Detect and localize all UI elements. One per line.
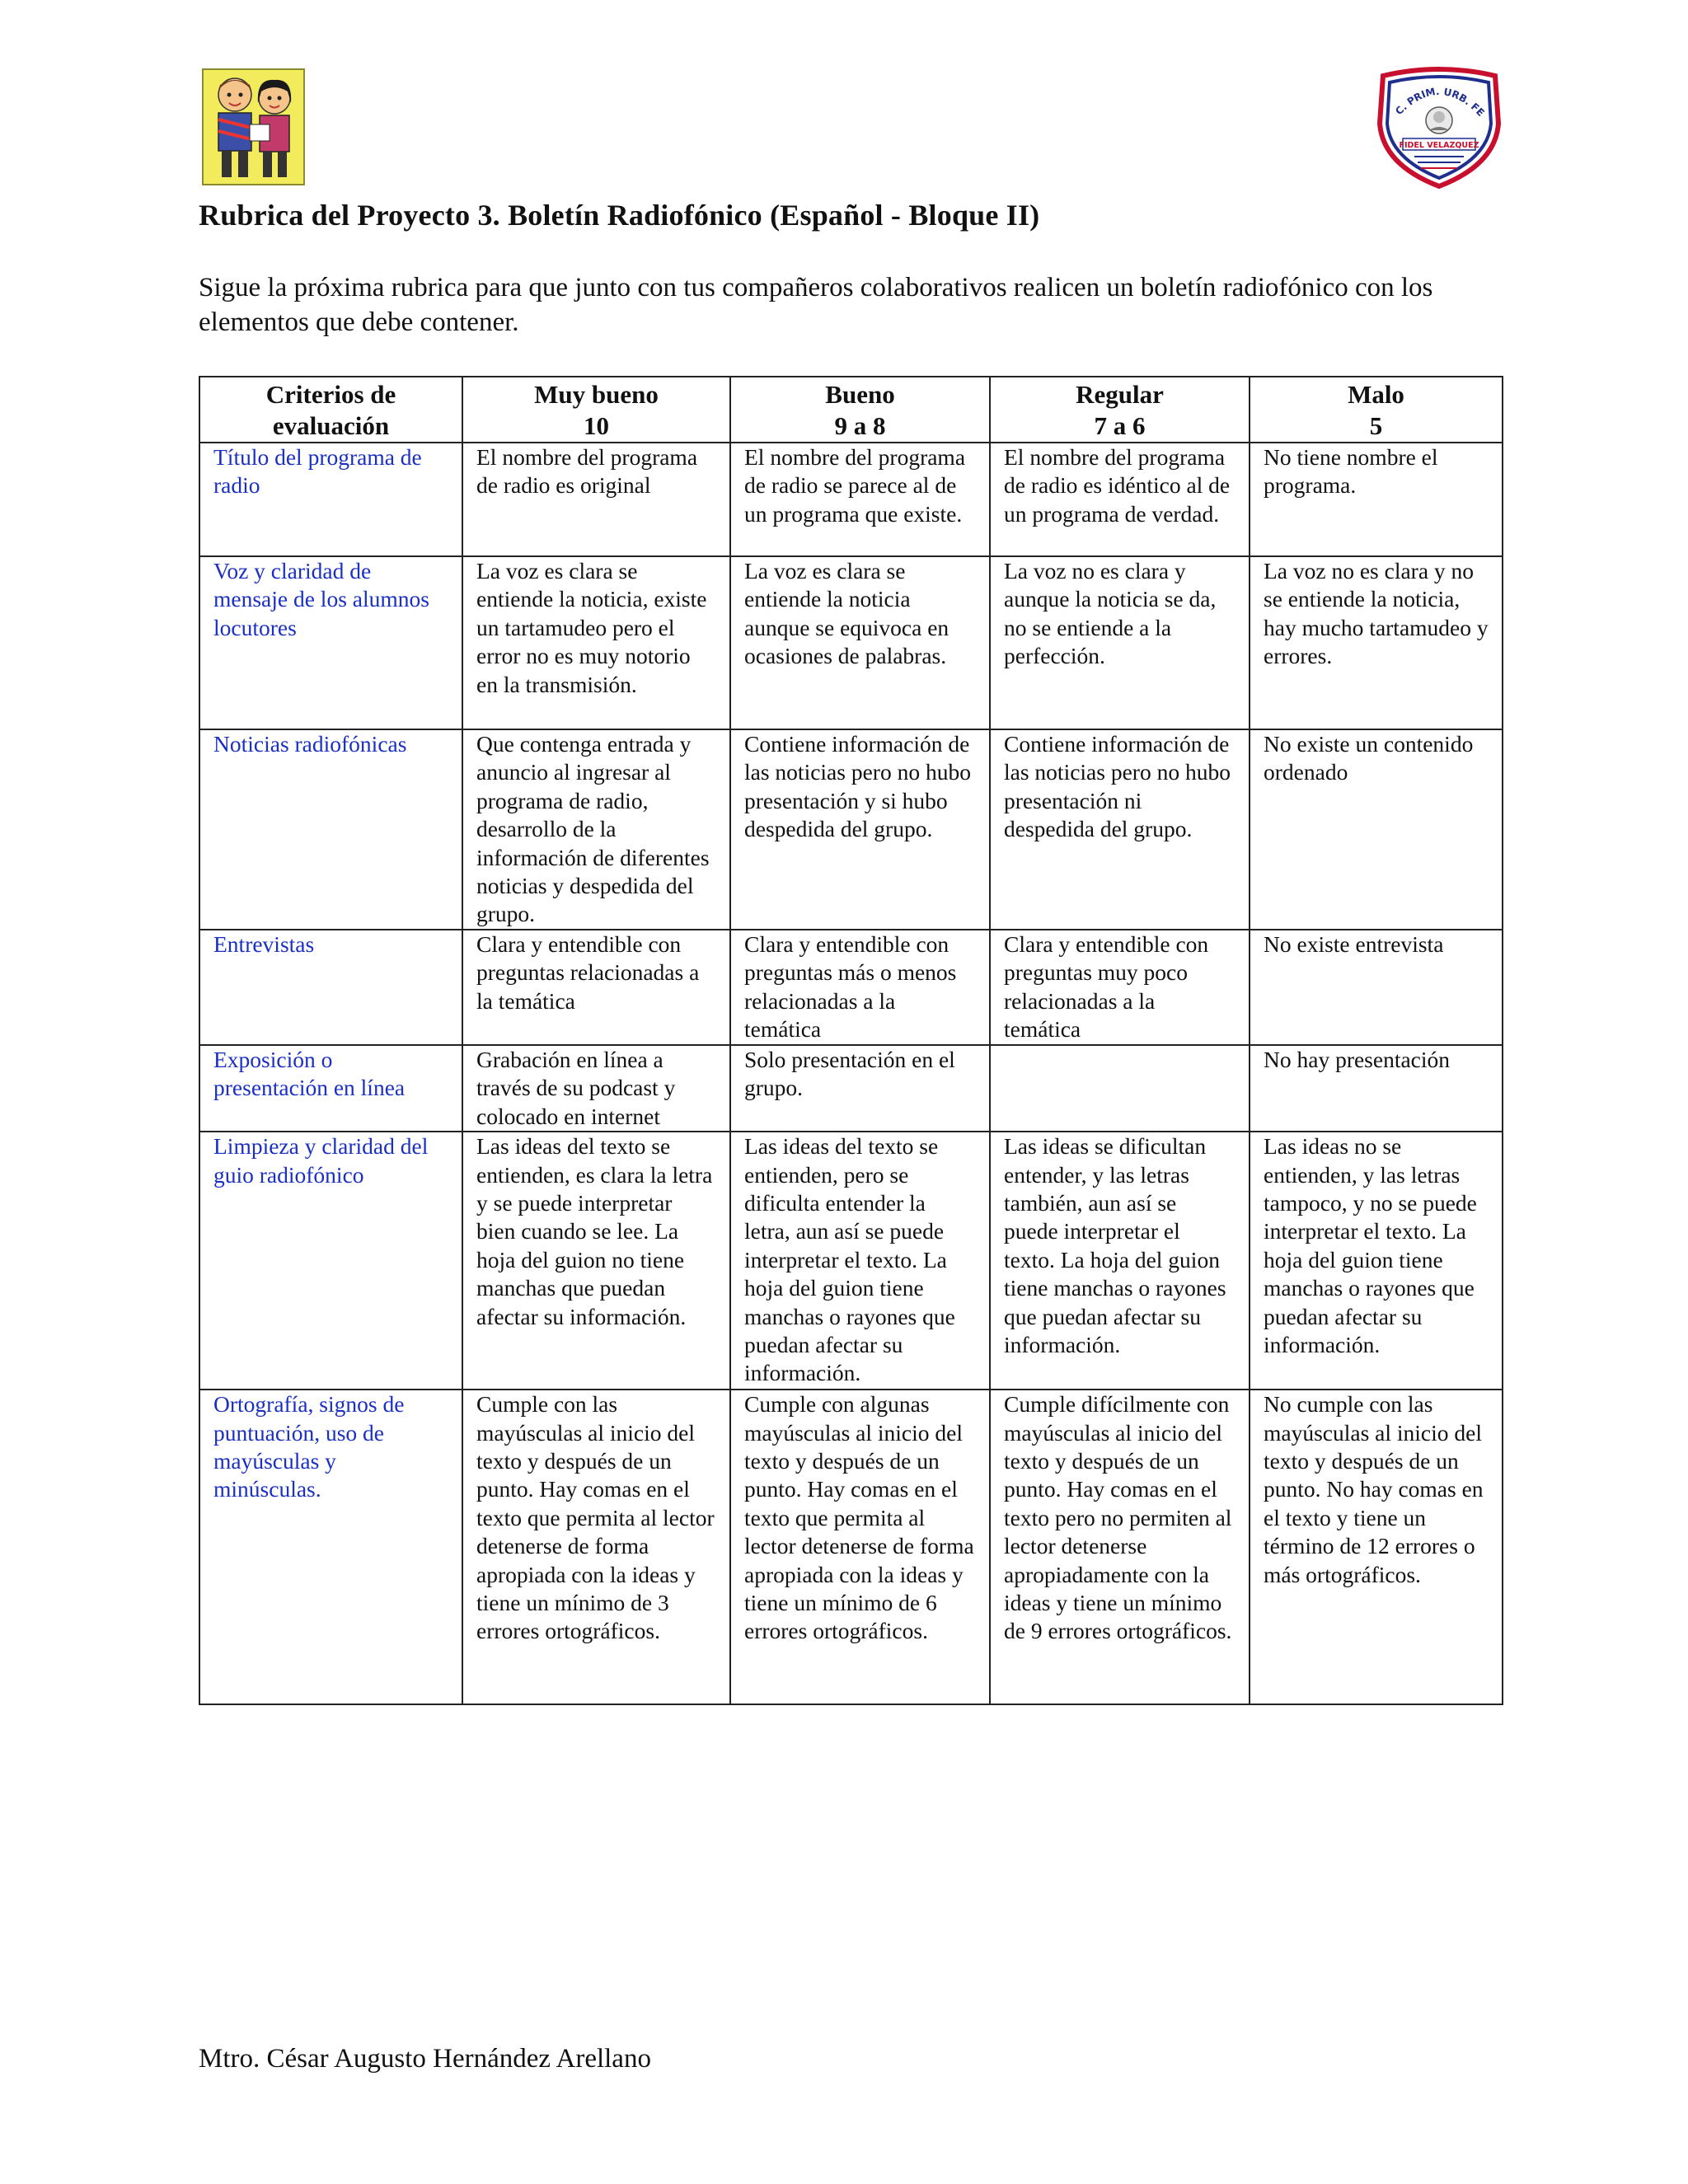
bueno-cell: Las ideas del texto se entienden, pero se dificulta entender la letra, aun así se puede interpretar el texto. La hoja del guion tiene manchas o rayones que puedan afectar su información.: [730, 1132, 990, 1390]
bueno-cell: Contiene información de las noticias pero no hubo presentación y si hubo despedida del grupo.: [730, 729, 990, 930]
criterion-cell: Voz y claridad de mensaje de los alumnos locutores: [199, 556, 462, 729]
malo-cell: No existe entrevista: [1250, 930, 1503, 1045]
table-header-row: [199, 377, 1503, 443]
header-regular: Regular 7 a 6: [990, 377, 1250, 443]
regular-cell: La voz no es clara y aunque la noticia se da, no se entiende a la perfección.: [990, 556, 1250, 729]
header-criterios: Criterios de evaluación: [199, 377, 462, 443]
muy-bueno-cell: El nombre del programa de radio es original: [462, 443, 730, 556]
regular-cell: Contiene información de las noticias pero no hubo presentación ni despedida del grupo.: [990, 729, 1250, 930]
muy-bueno-cell: Grabación en línea a través de su podcast y colocado en internet: [462, 1045, 730, 1132]
header-muy-bueno: Muy bueno 10: [462, 377, 730, 443]
muy-bueno-cell: Que contenga entrada y anuncio al ingresar al programa de radio, desarrollo de la información de diferentes noticias y despedida del grupo.: [462, 729, 730, 930]
logo-arc-text: C. PRIM. URB. FE: [1393, 85, 1487, 119]
muy-bueno-cell: La voz es clara se entiende la noticia, existe un tartamudeo pero el error no es muy notorio en la transmisión.: [462, 556, 730, 729]
bueno-cell: La voz es clara se entiende la noticia aunque se equivoca en ocasiones de palabras.: [730, 556, 990, 729]
bueno-cell: Cumple con algunas mayúsculas al inicio del texto y después de un punto. Hay comas en el texto que permita al lector detenerse de forma apropiada con la ideas y tiene un mínimo de 6 errores ortográficos.: [730, 1390, 990, 1704]
regular-cell: Clara y entendible con preguntas muy poco relacionadas a la temática: [990, 930, 1250, 1045]
muy-bueno-cell: Clara y entendible con preguntas relacionadas a la temática: [462, 930, 730, 1045]
muy-bueno-cell: Cumple con las mayúsculas al inicio del texto y después de un punto. Hay comas en el texto que permita al lector detenerse de forma apropiada con la ideas y tiene un mínimo de 3 errores ortográficos.: [462, 1390, 730, 1704]
malo-cell: Las ideas no se entienden, y las letras tampoco, y no se puede interpretar el texto. La hoja del guion tiene manchas o rayones que puedan afectar su información.: [1250, 1132, 1503, 1390]
table-row: [199, 1390, 1503, 1704]
author-footer: Mtro. César Augusto Hernández Arellano: [199, 2044, 651, 2074]
criterion-cell: Entrevistas: [199, 930, 462, 1045]
malo-cell: No existe un contenido ordenado: [1250, 729, 1503, 930]
criterion-cell: Exposición o presentación en línea: [199, 1045, 462, 1132]
regular-cell: [990, 1045, 1250, 1132]
bueno-cell: Clara y entendible con preguntas más o menos relacionadas a la temática: [730, 930, 990, 1045]
table-row: [199, 1132, 1503, 1390]
bueno-cell: Solo presentación en el grupo.: [730, 1045, 990, 1132]
regular-cell: Las ideas se dificultan entender, y las letras también, aun así se puede interpretar el texto. La hoja del guion tiene manchas o rayones que puedan afectar su información.: [990, 1132, 1250, 1390]
table-row: [199, 443, 1503, 556]
regular-cell: Cumple difícilmente con mayúsculas al inicio del texto y después de un punto. Hay comas en el texto pero no permiten al lector detenerse apropiadamente con la ideas y tiene un mínimo de 9 errores ortográficos.: [990, 1390, 1250, 1704]
table-row: [199, 930, 1503, 1045]
criterion-cell: Noticias radiofónicas: [199, 729, 462, 930]
document-title: Rubrica del Proyecto 3. Boletín Radiofónico (Español - Bloque II): [199, 199, 1040, 232]
table-row: [199, 1045, 1503, 1132]
rubric-table: [199, 376, 1503, 1705]
header-bueno: Bueno 9 a 8: [730, 377, 990, 443]
criterion-cell: Limpieza y claridad del guio radiofónico: [199, 1132, 462, 1390]
intro-paragraph: Sigue la próxima rubrica para que junto con tus compañeros colaborativos realicen un boletín radiofónico con los elementos que debe contener.: [199, 273, 1433, 337]
criterion-cell: Título del programa de radio: [199, 443, 462, 556]
bueno-cell: El nombre del programa de radio se parece al de un programa que existe.: [730, 443, 990, 556]
muy-bueno-cell: Las ideas del texto se entienden, es clara la letra y se puede interpretar bien cuando se lee. La hoja del guion no tiene manchas que puedan afectar su información.: [462, 1132, 730, 1390]
table-row: [199, 729, 1503, 930]
malo-cell: No cumple con las mayúsculas al inicio del texto y después de un punto. No hay comas en el texto y tiene un término de 12 errores o más ortográficos.: [1250, 1390, 1503, 1704]
malo-cell: No hay presentación: [1250, 1045, 1503, 1132]
header-malo: Malo 5: [1250, 377, 1503, 443]
table-row: [199, 556, 1503, 729]
school-shield-logo-icon: [1375, 66, 1503, 190]
criterion-cell: Ortografía, signos de puntuación, uso de mayúsculas y minúsculas.: [199, 1390, 462, 1704]
malo-cell: No tiene nombre el programa.: [1250, 443, 1503, 556]
logo-name-text: FIDEL VELAZQUEZ: [1399, 141, 1479, 150]
malo-cell: La voz no es clara y no se entiende la noticia, hay mucho tartamudeo y errores.: [1250, 556, 1503, 729]
regular-cell: El nombre del programa de radio es idéntico al de un programa de verdad.: [990, 443, 1250, 556]
students-logo-icon: [202, 68, 305, 185]
